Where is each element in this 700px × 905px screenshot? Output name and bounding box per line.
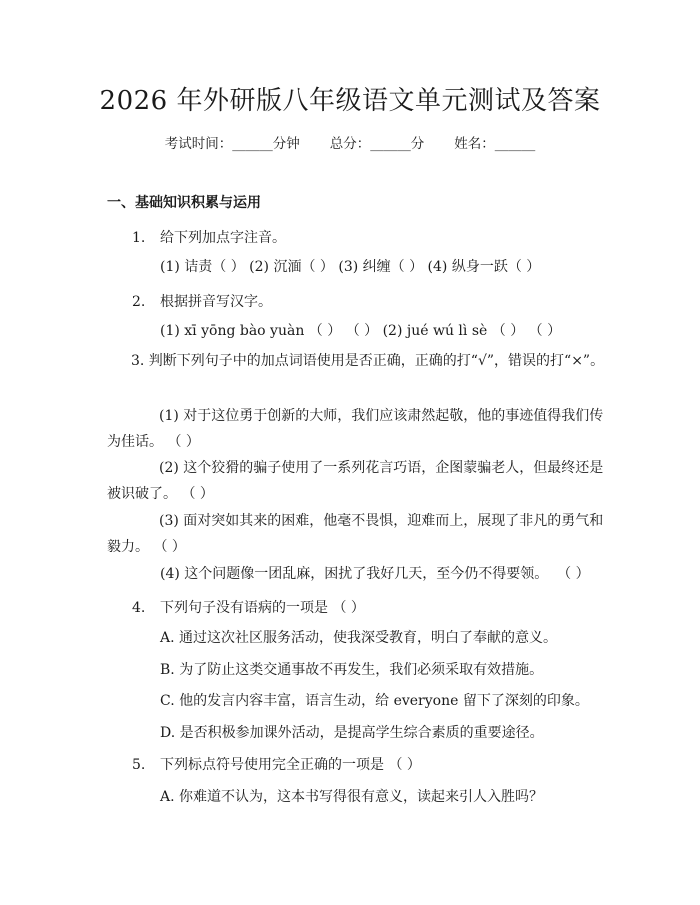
question-2-items: (1) xī yōng bào yuàn （ ） （ ） (2) jué wú lì sè （ ） （ ）: [160, 323, 562, 339]
question-1-items: (1) 诘责（ ） (2) 沉湎（ ） (3) 纠缠（ ） (4) 纵身一跃（ ）: [160, 259, 541, 275]
question-3-sentence-2: (2) 这个狡猾的骗子使用了一系列花言巧语，企图蒙骗老人，但最终还是被识破了。 （ ）: [107, 460, 604, 502]
question-number: 5.: [132, 757, 146, 773]
option-b: B. 为了防止这类交通事故不再发生，我们必须采取有效措施。: [160, 662, 544, 678]
question-2: [132, 291, 272, 311]
question-3-sentence-4: (4) 这个问题像一团乱麻，困扰了我好几天，至今仍不得要领。 （ ）: [160, 566, 590, 582]
page-title: 2026 年外研版八年级语文单元测试及答案: [99, 86, 601, 116]
question-number: 2.: [132, 294, 146, 310]
question-5: [132, 754, 421, 774]
section-heading: 一、基础知识积累与运用: [107, 195, 261, 211]
option-a: A. 你难道不认为，这本书写得很有意义，读起来引人入胜吗？: [160, 789, 544, 805]
exam-time: 考试时间：______分钟: [164, 136, 300, 152]
option-a: A. 通过这次社区服务活动，使我深受教育，明白了奉献的意义。: [160, 630, 558, 646]
option-d: D. 是否积极参加课外活动，是提高学生综合素质的重要途径。: [160, 725, 544, 741]
question-text: 下列句子没有语病的一项是 （ ）: [160, 600, 365, 616]
question-text: 下列标点符号使用完全正确的一项是 （ ）: [160, 757, 421, 773]
question-number: 4.: [132, 600, 146, 616]
question-text: 根据拼音写汉字。: [160, 294, 272, 310]
total-score: 总分：______分: [329, 136, 425, 152]
question-4: [132, 597, 365, 617]
question-3: 3. 判断下列句子中的加点词语使用是否正确，正确的打“√”，错误的打“×”。: [131, 353, 605, 369]
question-1: [132, 227, 286, 247]
question-number: 1.: [132, 230, 146, 246]
question-text: 给下列加点字注音。: [160, 230, 286, 246]
student-name: 姓名：______: [454, 136, 536, 152]
exam-meta: [0, 132, 700, 152]
question-3-sentence-1: (1) 对于这位勇于创新的大师，我们应该肃然起敬，他的事迹值得我们传为佳话。 （ ）: [107, 408, 604, 450]
question-3-sentence-3: (3) 面对突如其来的困难，他毫不畏惧，迎难而上，展现了非凡的勇气和毅力。 （ ）: [107, 513, 604, 555]
option-c: C. 他的发言内容丰富，语言生动，给 everyone 留下了深刻的印象。: [160, 693, 589, 709]
